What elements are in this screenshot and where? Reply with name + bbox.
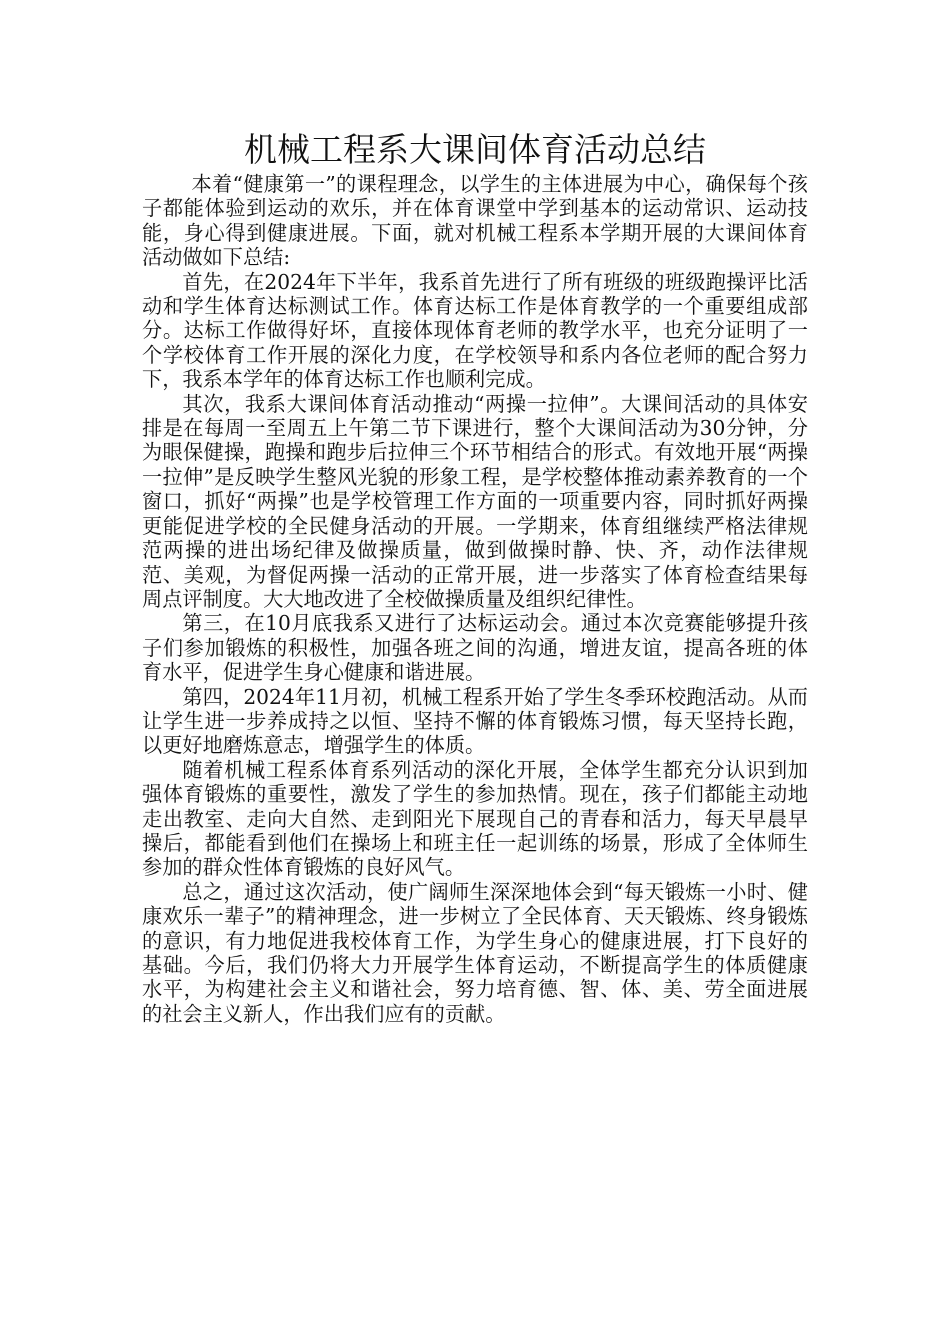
paragraph-second-point: 其次，我系大课间体育活动推动“两操一拉伸”。大课间活动的具体安排是在每周一至周五上午第二节下课进行，整个大课间活动为30分钟，分为眼保健操，跑操和跑步后拉伸三个环节相结合的形式。有效地开展“两操一拉伸”是反映学生整风光貌的形象工程，是学校整体推动素养教育的一个窗口，抓好“两操”也是学校管理工作方面的一项重要内容，同时抓好两操更能促进学校的全民健身活动的开展。一学期来，体育组继续严格法律规范两操的进出场纪律及做操质量，做到做操时静、快、齐，动作法律规范、美观，为督促两操一活动的正常开展，进一步落实了体育检查结果每周点评制度。大大地改进了全校做操质量及组织纪律性。 xyxy=(142,391,808,611)
paragraph-third-point: 第三，在10月底我系又进行了达标运动会。通过本次竞赛能够提升孩子们参加锻炼的积极性，加强各班之间的沟通，增进友谊，提高各班的体育水平，促进学生身心健康和谐进展。 xyxy=(142,611,808,685)
paragraph-fourth-point: 第四，2024年11月初，机械工程系开始了学生冬季环校跑活动。从而让学生进一步养成持之以恒、坚持不懈的体育锻炼习惯，每天坚持长跑，以更好地磨炼意志，增强学生的体质。 xyxy=(142,684,808,758)
paragraph-intro: 本着“健康第一”的课程理念，以学生的主体进展为中心，确保每个孩子都能体验到运动的欢乐，并在体育课堂中学到基本的运动常识、运动技能，身心得到健康进展。下面，就对机械工程系本学期开展的大课间体育活动做如下总结: xyxy=(142,172,808,270)
paragraph-conclusion: 总之，通过这次活动，使广阔师生深深地体会到“每天锻炼一小时、健康欢乐一辈子”的精神理念，进一步树立了全民体育、天天锻炼、终身锻炼的意识，有力地促进我校体育工作，为学生身心的健康进展，打下良好的基础。今后，我们仍将大力开展学生体育运动，不断提高学生的体质健康水平，为构建社会主义和谐社会，努力培育德、智、体、美、劳全面进展的社会主义新人，作出我们应有的贡献。 xyxy=(142,879,808,1026)
document-title: 机械工程系大课间体育活动总结 xyxy=(244,130,706,169)
document-page xyxy=(142,128,808,1026)
paragraph-development: 随着机械工程系体育系列活动的深化开展，全体学生都充分认识到加强体育锻炼的重要性，激发了学生的参加热情。现在，孩子们都能主动地走出教室、走向大自然、走到阳光下展现自己的青春和活力，每天早晨早操后，都能看到他们在操场上和班主任一起训练的场景，形成了全体师生参加的群众性体育锻炼的良好风气。 xyxy=(142,757,808,880)
paragraph-first-point: 首先，在2024年下半年，我系首先进行了所有班级的班级跑操评比活动和学生体育达标测试工作。体育达标工作是体育教学的一个重要组成部分。达标工作做得好坏，直接体现体育老师的教学水平，也充分证明了一个学校体育工作开展的深化力度，在学校领导和系内各位老师的配合努力下，我系本学年的体育达标工作也顺利完成。 xyxy=(142,269,808,392)
